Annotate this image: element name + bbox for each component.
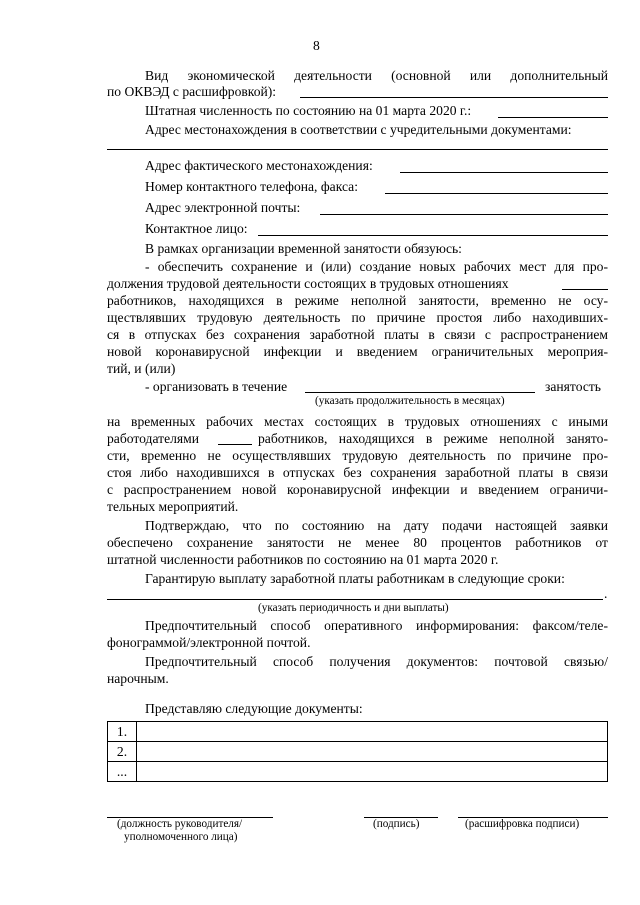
organize-label: - организовать в течение	[145, 379, 288, 394]
actual-address-label: Адрес фактического местонахождения:	[145, 158, 373, 173]
phone-fax-field-line[interactable]	[385, 193, 608, 194]
row-number: ...	[108, 762, 137, 782]
legal-address-label: Адрес местонахождения в соответствии с учредительными документами:	[145, 122, 572, 137]
position-caption: (должность руководителя/	[117, 818, 243, 830]
signature-decoding-caption: (расшифровка подписи)	[465, 818, 580, 830]
table-row	[108, 722, 608, 742]
temporary-text-line: стоя либо находившихся в отпусках без сохранения заработной платы в связи	[107, 465, 608, 480]
row-number: 2.	[108, 742, 137, 762]
duration-field-line[interactable]	[305, 392, 535, 393]
email-label: Адрес электронной почты:	[145, 200, 301, 215]
actual-address-field-line[interactable]	[400, 172, 608, 173]
temporary-text-line: работодателями	[107, 431, 200, 446]
employees-count-field-line[interactable]	[562, 289, 608, 290]
confirmation-text-line: обеспечено сохранение занятости не менее 80 процентов работников от	[107, 535, 608, 550]
row-number: 1.	[108, 722, 137, 742]
signature-caption: (подпись)	[373, 818, 420, 830]
activity-type-label: Вид экономической деятельности (основной или дополнительный	[145, 68, 608, 83]
obligation-heading: В рамках организации временной занятости обязуюсь:	[145, 241, 462, 256]
delivery-method-line: нарочным.	[107, 671, 169, 686]
temporary-text-line: с распространением новой коронавирусной инфекции и введением ограничи-	[107, 482, 608, 497]
obligation-text-line: - обеспечить сохранение и (или) создание новых рабочих мест для про-	[145, 259, 608, 274]
headcount-label: Штатная численность по состоянию на 01 марта 2020 г.:	[145, 103, 472, 118]
document-cell[interactable]	[137, 762, 608, 782]
okved-label: по ОКВЭД с расшифровкой):	[107, 84, 277, 99]
table-row	[108, 762, 608, 782]
obligation-text-line: ществлявших трудовую деятельность по причине простоя либо находивших-	[107, 310, 608, 325]
salary-terms-field-line[interactable]	[107, 599, 603, 600]
temporary-text-line: работников, находящихся в режиме неполной занято-	[258, 431, 608, 446]
position-caption: уполномоченного лица)	[124, 831, 238, 843]
other-employers-count-field-line[interactable]	[218, 444, 252, 445]
obligation-text-line: работников, находящихся в режиме неполной занятости, временно не осу-	[107, 293, 608, 308]
document-cell[interactable]	[137, 742, 608, 762]
headcount-field-line[interactable]	[498, 117, 608, 118]
contact-person-field-line[interactable]	[258, 235, 608, 236]
contact-person-label: Контактное лицо:	[145, 221, 248, 236]
documents-heading: Представляю следующие документы:	[145, 701, 363, 716]
employment-label: занятость	[545, 379, 602, 394]
info-method-line: Предпочтительный способ оперативного информирования: факсом/теле-	[145, 618, 608, 633]
obligation-text-line: новой коронавирусной инфекции и введением ограничительных мероприя-	[107, 344, 608, 359]
confirmation-text-line: Подтверждаю, что по состоянию на дату подачи настоящей заявки	[145, 518, 608, 533]
okved-field-line[interactable]	[300, 97, 608, 98]
duration-hint: (указать продолжительность в месяцах)	[315, 395, 505, 407]
document-cell[interactable]	[137, 722, 608, 742]
email-field-line[interactable]	[320, 214, 608, 215]
temporary-text-line: на временных рабочих местах состоящих в трудовых отношениях с иными	[107, 414, 608, 429]
info-method-line: фонограммой/электронной почтой.	[107, 635, 311, 650]
temporary-text-line: сти, временно не осуществлявших трудовую деятельность по причине про-	[107, 448, 608, 463]
obligation-text-line: тий, и (или)	[107, 361, 176, 376]
temporary-text-line: тельных мероприятий.	[107, 499, 239, 514]
table-row	[108, 742, 608, 762]
phone-fax-label: Номер контактного телефона, факса:	[145, 179, 358, 194]
obligation-text-line: должения трудовой деятельности состоящих в трудовых отношениях	[107, 276, 509, 291]
documents-table	[107, 721, 608, 782]
delivery-method-line: Предпочтительный способ получения документов: почтовой связью/	[145, 654, 608, 669]
obligation-text-line: ся в отпусках без сохранения заработной платы в связи с распространением	[107, 327, 608, 342]
page-number: 8	[313, 38, 320, 53]
salary-terms-period: .	[604, 586, 608, 601]
salary-terms-hint: (указать периодичность и дни выплаты)	[258, 602, 449, 614]
legal-address-field-line[interactable]	[107, 149, 608, 150]
salary-guarantee-label: Гарантирую выплату заработной платы работникам в следующие сроки:	[145, 571, 565, 586]
confirmation-text-line: штатной численности работников по состоянию на 01 марта 2020 г.	[107, 552, 499, 567]
